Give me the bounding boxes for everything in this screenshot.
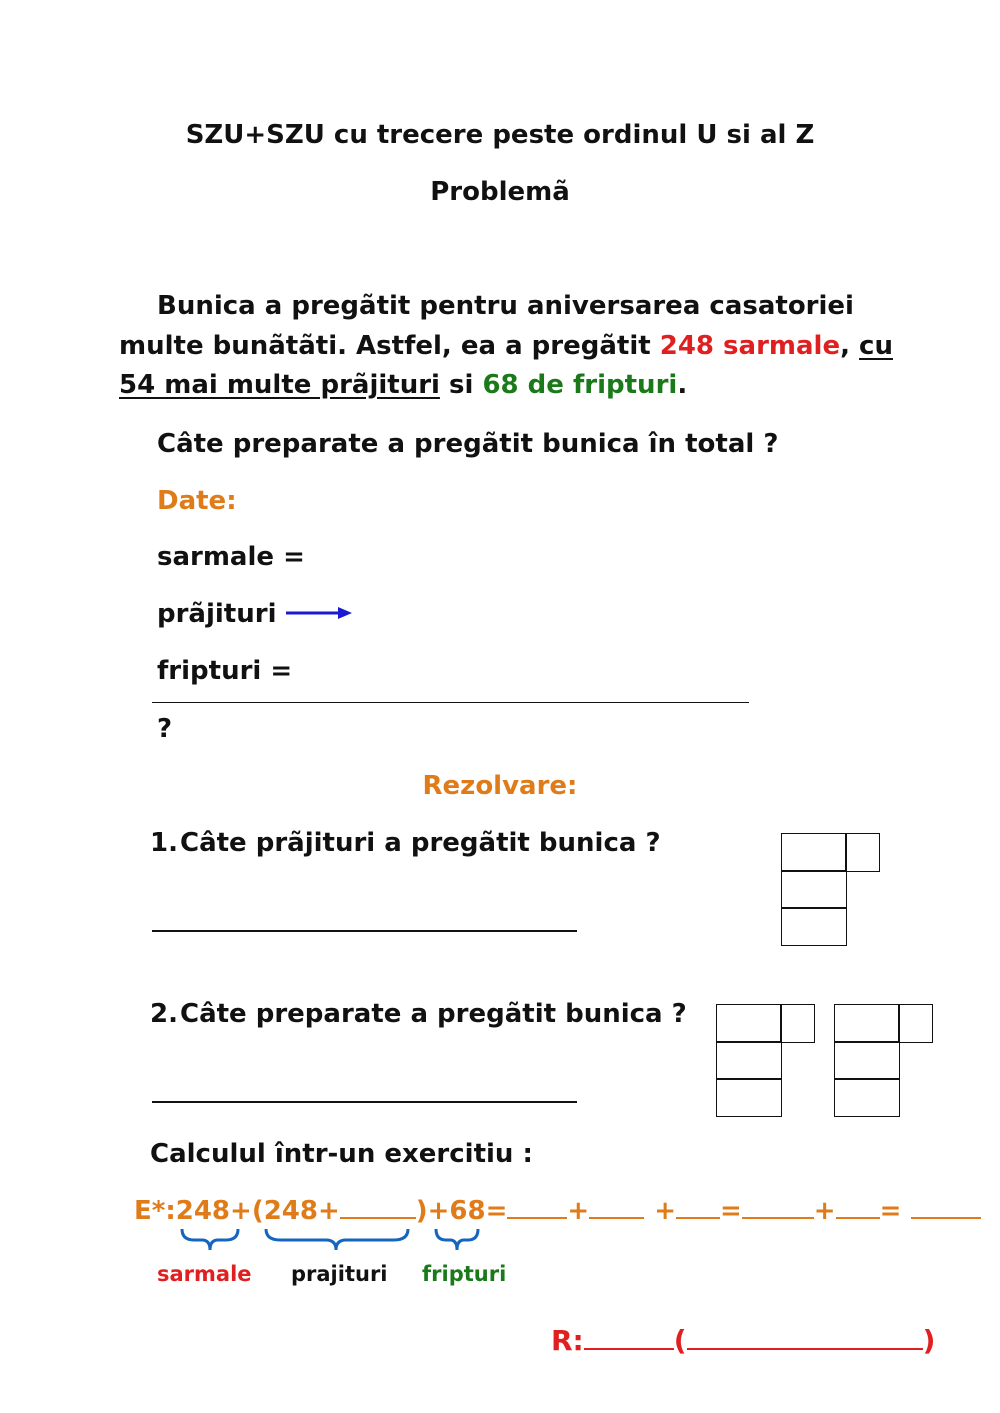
blank-term-1[interactable]	[507, 1195, 567, 1219]
problem-line-1: Bunica a pregãtit pentru aniversarea casatoriei	[157, 291, 854, 321]
conjunction: si	[439, 370, 483, 400]
problem-line-2	[119, 331, 893, 361]
difference-text-start: cu	[859, 331, 893, 361]
date-fripturi: fripturi =	[157, 656, 293, 686]
answer-line-1[interactable]	[152, 930, 577, 932]
blank-partial-sum[interactable]	[742, 1195, 814, 1219]
question-2-number: 2.	[150, 999, 178, 1029]
blank-term-3[interactable]	[676, 1195, 720, 1219]
rezolvare-heading: Rezolvare:	[422, 771, 578, 801]
blank-result[interactable]	[911, 1195, 981, 1219]
plus-3: +	[813, 1196, 836, 1226]
column-addition-grid-1[interactable]	[781, 833, 881, 948]
problem-question: Câte preparate a pregãtit bunica în total ?	[157, 429, 779, 459]
problem-line-3	[119, 370, 687, 400]
calcul-heading: Calculul într-un exercitiu :	[150, 1139, 533, 1169]
blank-answer-number[interactable]	[584, 1326, 674, 1350]
brace-prajituri	[266, 1229, 408, 1250]
paren-open: (	[673, 1324, 687, 1357]
plus-2: +	[654, 1196, 676, 1226]
page-title: SZU+SZU cu trecere peste ordinul U si al Z	[185, 120, 815, 150]
brace-fripturi	[436, 1229, 478, 1250]
equals-1: =	[720, 1196, 742, 1226]
arrow-right-icon	[284, 603, 354, 623]
answer-line	[551, 1324, 935, 1357]
problem-text: multe bunãtãti. Astfel, ea a pregãtit	[119, 331, 660, 361]
total-divider	[152, 702, 749, 703]
date-prajituri: prãjituri	[157, 599, 277, 629]
question-1: Câte prãjituri a pregãtit bunica ?	[180, 828, 661, 858]
difference-text-end: 54 mai multe prãjituri	[119, 370, 440, 400]
date-heading: Date:	[157, 486, 237, 516]
comma: ,	[840, 331, 860, 361]
answer-label: R:	[551, 1324, 584, 1357]
blank-answer-text[interactable]	[687, 1326, 923, 1350]
column-addition-grid-2[interactable]	[716, 1004, 816, 1119]
paren-close: )	[922, 1324, 936, 1357]
question-2: Câte preparate a pregãtit bunica ?	[180, 999, 687, 1029]
sarmale-quantity: 248 sarmale	[659, 331, 841, 361]
date-unknown: ?	[157, 714, 173, 744]
page-subtitle: Problemã	[430, 177, 570, 207]
braces-svg	[0, 1226, 1000, 1254]
expression-part-2: )+68=	[415, 1196, 508, 1226]
brace-sarmale	[182, 1229, 238, 1250]
expression	[134, 1195, 964, 1226]
period: .	[677, 370, 688, 400]
fripturi-quantity: 68 de fripturi	[482, 370, 678, 400]
label-fripturi: fripturi	[422, 1262, 507, 1286]
question-1-number: 1.	[150, 828, 178, 858]
equals-2: =	[879, 1196, 902, 1226]
expression-part-1: E*:248+(248+	[134, 1196, 340, 1226]
plus-1: +	[567, 1196, 590, 1226]
blank-term-2[interactable]	[589, 1195, 644, 1219]
column-addition-grid-3[interactable]	[834, 1004, 934, 1119]
answer-line-2[interactable]	[152, 1101, 577, 1103]
label-prajituri: prajituri	[291, 1262, 388, 1286]
date-sarmale: sarmale =	[157, 542, 305, 572]
label-sarmale: sarmale	[157, 1262, 252, 1286]
blank-difference[interactable]	[340, 1195, 416, 1219]
blank-term-4[interactable]	[836, 1195, 880, 1219]
